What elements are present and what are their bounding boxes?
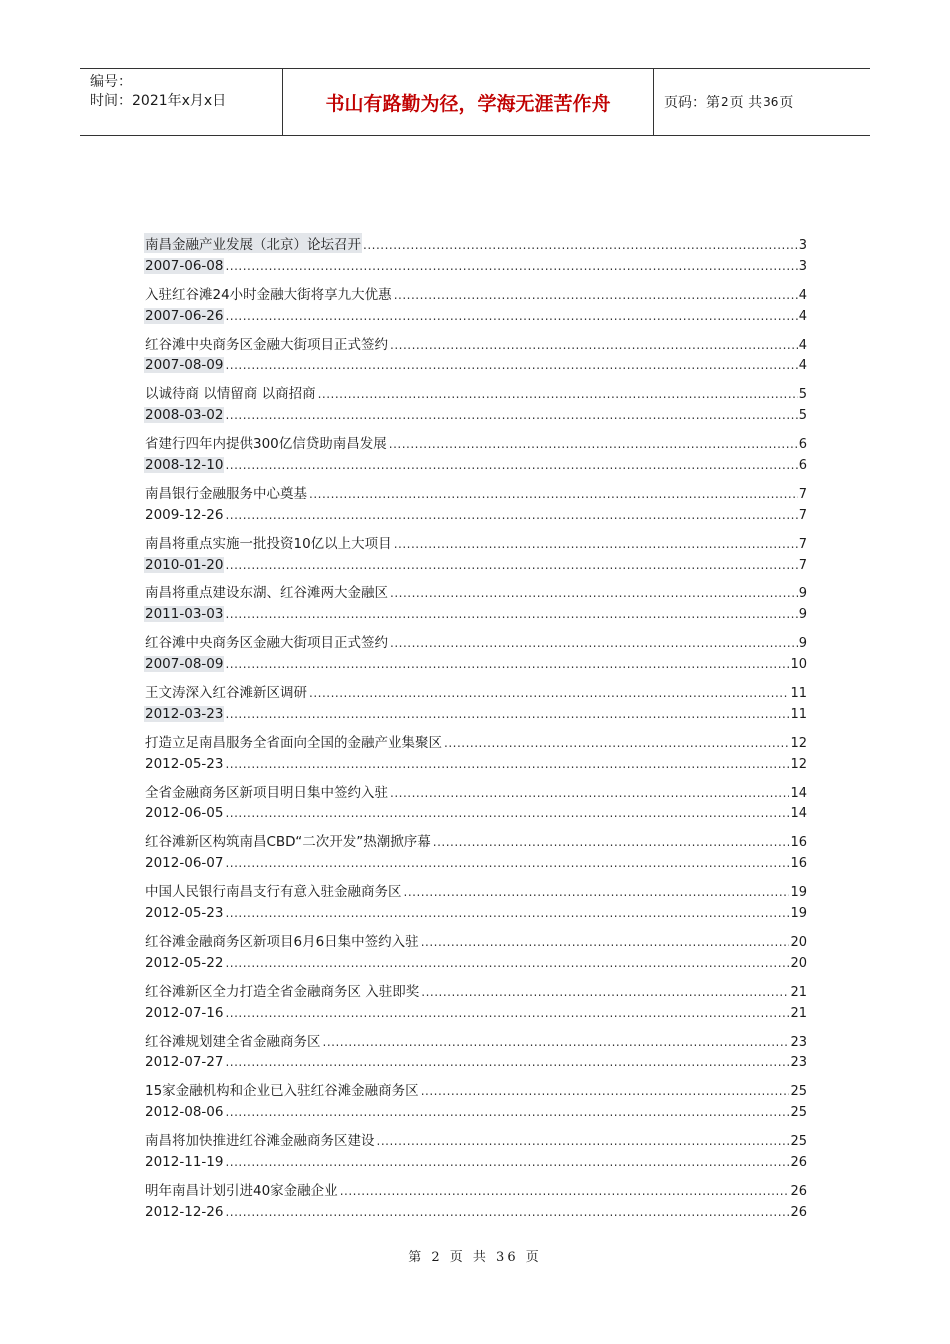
toc-entry-page: 16 bbox=[790, 856, 807, 872]
toc-entry[interactable] bbox=[144, 1005, 807, 1030]
toc-entry-title[interactable]: 南昌银行金融服务中心奠基 bbox=[145, 485, 307, 502]
toc-entry[interactable] bbox=[144, 507, 807, 532]
toc-entry[interactable] bbox=[144, 581, 807, 606]
toc-entry-title[interactable]: 红谷滩新区全力打造全省金融商务区 入驻即奖 bbox=[145, 983, 420, 1000]
toc-entry[interactable] bbox=[144, 233, 807, 258]
toc-leader-dots bbox=[390, 636, 798, 650]
toc-entry-title[interactable]: 2012-05-23 bbox=[145, 755, 224, 772]
toc-entry-page: 9 bbox=[798, 636, 807, 652]
toc-leader-dots bbox=[340, 1184, 790, 1198]
toc-entry[interactable] bbox=[144, 333, 807, 358]
toc-entry-page: 12 bbox=[790, 756, 807, 772]
toc-entry-page: 6 bbox=[798, 437, 807, 453]
toc-entry[interactable] bbox=[144, 1104, 807, 1129]
toc-leader-dots bbox=[225, 1055, 789, 1069]
toc-leader-dots bbox=[394, 537, 798, 551]
toc-entry[interactable] bbox=[144, 880, 807, 905]
header-meta bbox=[80, 69, 282, 135]
toc-entry[interactable] bbox=[144, 308, 807, 333]
toc-entry[interactable] bbox=[144, 1154, 807, 1179]
toc-leader-dots bbox=[389, 437, 798, 451]
toc-entry-title[interactable]: 2012-07-16 bbox=[145, 1004, 224, 1021]
toc-entry-title[interactable]: 2011-03-03 bbox=[145, 606, 224, 623]
toc-leader-dots bbox=[309, 686, 789, 700]
toc-entry-title[interactable]: 2008-03-02 bbox=[145, 407, 224, 424]
toc-entry-page: 16 bbox=[790, 835, 807, 851]
header-page-info bbox=[654, 69, 870, 135]
serial-number-label: 编号： bbox=[90, 74, 132, 90]
toc-entry-page: 23 bbox=[790, 1055, 807, 1071]
toc-leader-dots bbox=[225, 1205, 789, 1219]
toc-leader-dots bbox=[225, 1155, 789, 1169]
toc-entry[interactable] bbox=[144, 382, 807, 407]
toc-entry-page: 6 bbox=[798, 458, 807, 474]
toc-entry-title[interactable]: 王文涛深入红谷滩新区调研 bbox=[145, 685, 307, 702]
toc-entry-title[interactable]: 2007-08-09 bbox=[145, 357, 224, 374]
toc-entry[interactable] bbox=[144, 283, 807, 308]
toc-entry[interactable] bbox=[144, 955, 807, 980]
toc-entry-title[interactable]: 明年南昌计划引进40家金融企业 bbox=[145, 1182, 338, 1199]
toc-leader-dots bbox=[225, 856, 789, 870]
header-motto: 书山有路勤为径，学海无涯苦作舟 bbox=[282, 69, 654, 135]
toc-entry-page: 4 bbox=[798, 308, 807, 324]
page-label-suffix: 页 bbox=[779, 95, 794, 111]
toc-entry-title[interactable]: 2012-11-19 bbox=[145, 1153, 224, 1170]
toc-entry-title[interactable]: 2007-08-09 bbox=[145, 656, 224, 673]
toc-entry-title[interactable]: 2010-01-20 bbox=[145, 556, 224, 573]
toc-leader-dots bbox=[377, 1134, 790, 1148]
toc-leader-dots bbox=[394, 288, 798, 302]
toc-entry[interactable] bbox=[144, 1079, 807, 1104]
toc-entry-page: 19 bbox=[790, 906, 807, 922]
toc-entry-title[interactable]: 2007-06-26 bbox=[145, 307, 224, 324]
toc-entry[interactable] bbox=[144, 1204, 807, 1229]
toc-entry[interactable] bbox=[144, 1054, 807, 1079]
toc-entry-page: 14 bbox=[790, 806, 807, 822]
page-footer: 第 2 页 共 36 页 bbox=[408, 1250, 542, 1265]
toc-entry[interactable] bbox=[144, 855, 807, 880]
toc-entry-title[interactable]: 红谷滩规划建全省金融商务区 bbox=[145, 1033, 321, 1050]
toc-leader-dots bbox=[318, 387, 798, 401]
toc-leader-dots bbox=[225, 1105, 789, 1119]
toc-leader-dots bbox=[421, 935, 790, 949]
toc-entry[interactable] bbox=[144, 532, 807, 557]
page-label-mid: 页 共 bbox=[729, 95, 763, 111]
toc-leader-dots bbox=[390, 586, 798, 600]
toc-entry-title[interactable]: 全省金融商务区新项目明日集中签约入驻 bbox=[145, 784, 388, 801]
toc-leader-dots bbox=[404, 885, 790, 899]
toc-entry-title[interactable]: 南昌将重点建设东湖、红谷滩两大金融区 bbox=[145, 585, 388, 602]
page-header bbox=[80, 68, 870, 136]
toc-entry-title[interactable]: 2007-06-08 bbox=[145, 257, 224, 274]
toc-entry-title[interactable]: 2012-07-27 bbox=[145, 1054, 224, 1071]
toc-leader-dots bbox=[225, 607, 797, 621]
toc-entry[interactable] bbox=[144, 1030, 807, 1055]
toc-entry[interactable] bbox=[144, 905, 807, 930]
toc-entry-page: 4 bbox=[798, 287, 807, 303]
toc-entry-page: 12 bbox=[790, 735, 807, 751]
toc-entry-page: 21 bbox=[790, 1005, 807, 1021]
toc-entry[interactable] bbox=[144, 631, 807, 656]
toc-entry-title[interactable]: 红谷滩新区构筑南昌CBD“二次开发”热潮掀序幕 bbox=[145, 834, 431, 851]
toc-entry[interactable] bbox=[144, 656, 807, 681]
toc-entry-page: 23 bbox=[790, 1034, 807, 1050]
toc-entry[interactable] bbox=[144, 258, 807, 283]
toc-entry[interactable] bbox=[144, 805, 807, 830]
toc-entry-page: 25 bbox=[790, 1105, 807, 1121]
toc-leader-dots bbox=[225, 458, 797, 472]
toc-entry-page: 26 bbox=[790, 1154, 807, 1170]
toc-entry-page: 19 bbox=[790, 885, 807, 901]
toc-entry-page: 25 bbox=[790, 1134, 807, 1150]
toc-entry-page: 7 bbox=[798, 486, 807, 502]
toc-entry[interactable] bbox=[144, 930, 807, 955]
toc-entry[interactable] bbox=[144, 606, 807, 631]
toc-entry-title[interactable]: 2012-06-05 bbox=[145, 805, 224, 822]
page-total: 36 bbox=[763, 95, 779, 109]
toc-entry-title[interactable]: 中国人民银行南昌支行有意入驻金融商务区 bbox=[145, 884, 402, 901]
toc-leader-dots bbox=[433, 835, 790, 849]
toc-entry[interactable] bbox=[144, 830, 807, 855]
toc-leader-dots bbox=[225, 906, 789, 920]
toc-entry-page: 21 bbox=[790, 984, 807, 1000]
toc-entry-page: 3 bbox=[798, 238, 807, 253]
date-label: 时间：2021年x月x日 bbox=[90, 93, 227, 109]
toc-entry-title[interactable]: 2012-05-23 bbox=[145, 905, 224, 922]
toc-entry-title[interactable]: 打造立足南昌服务全省面向全国的金融产业集聚区 bbox=[145, 734, 442, 751]
toc-entry-title[interactable]: 2012-03-23 bbox=[145, 705, 224, 722]
toc-entry[interactable] bbox=[144, 1129, 807, 1154]
toc-entry-title[interactable]: 15家金融机构和企业已入驻红谷滩金融商务区 bbox=[145, 1083, 419, 1100]
toc-leader-dots bbox=[225, 757, 789, 771]
toc-leader-dots bbox=[421, 985, 789, 999]
toc-entry-title[interactable]: 红谷滩中央商务区金融大街项目正式签约 bbox=[145, 635, 388, 652]
toc-leader-dots bbox=[225, 259, 797, 273]
toc-entry[interactable] bbox=[144, 681, 807, 706]
toc-leader-dots bbox=[225, 408, 797, 422]
toc-entry-page: 11 bbox=[790, 686, 807, 702]
toc-entry-title[interactable]: 2008-12-10 bbox=[145, 457, 224, 474]
toc-entry-page: 7 bbox=[798, 557, 807, 573]
toc-leader-dots bbox=[225, 956, 789, 970]
toc-entry-page: 7 bbox=[798, 507, 807, 523]
toc-leader-dots bbox=[225, 508, 797, 522]
toc-entry-page: 14 bbox=[790, 785, 807, 801]
toc-entry[interactable] bbox=[144, 457, 807, 482]
toc-entry-title[interactable]: 红谷滩金融商务区新项目6月6日集中签约入驻 bbox=[145, 933, 419, 950]
toc-entry-title[interactable]: 以诚待商 以情留商 以商招商 bbox=[145, 386, 316, 403]
toc-leader-dots bbox=[323, 1035, 790, 1049]
toc-entry[interactable] bbox=[144, 432, 807, 457]
toc-leader-dots bbox=[225, 707, 789, 721]
toc-entry-page: 9 bbox=[798, 586, 807, 602]
toc-entry[interactable] bbox=[144, 482, 807, 507]
toc-entry[interactable] bbox=[144, 731, 807, 756]
toc-entry-page: 26 bbox=[790, 1204, 807, 1220]
toc-entry-page: 5 bbox=[798, 408, 807, 424]
toc-entry[interactable] bbox=[144, 781, 807, 806]
toc-entry-title[interactable]: 2012-05-22 bbox=[145, 954, 224, 971]
toc-leader-dots bbox=[444, 736, 789, 750]
toc-leader-dots bbox=[225, 358, 797, 372]
toc-leader-dots bbox=[225, 309, 797, 323]
toc-entry-title[interactable]: 南昌将加快推进红谷滩金融商务区建设 bbox=[145, 1133, 375, 1150]
toc-entry-title[interactable]: 2012-12-26 bbox=[145, 1203, 224, 1220]
toc-entry[interactable] bbox=[144, 756, 807, 781]
toc-entry-page: 7 bbox=[798, 536, 807, 552]
toc-entry[interactable] bbox=[144, 1179, 807, 1204]
toc-entry-page: 10 bbox=[790, 657, 807, 673]
toc-entry[interactable] bbox=[144, 407, 807, 432]
toc-leader-dots bbox=[225, 657, 789, 671]
toc-leader-dots bbox=[390, 786, 789, 800]
toc-leader-dots bbox=[225, 806, 789, 820]
toc-entry-page: 3 bbox=[798, 258, 807, 274]
toc-entry-title[interactable]: 2012-06-07 bbox=[145, 855, 224, 872]
table-of-contents bbox=[144, 233, 807, 1229]
toc-entry-title[interactable]: 2009-12-26 bbox=[145, 506, 224, 523]
toc-entry-page: 4 bbox=[798, 358, 807, 374]
toc-entry-title[interactable]: 南昌将重点实施一批投资10亿以上大项目 bbox=[145, 535, 392, 552]
toc-entry[interactable] bbox=[144, 357, 807, 382]
toc-entry-page: 5 bbox=[798, 387, 807, 403]
toc-leader-dots bbox=[421, 1084, 790, 1098]
toc-entry-title[interactable]: 入驻红谷滩24小时金融大街将享九大优惠 bbox=[145, 286, 392, 303]
toc-entry-page: 4 bbox=[798, 337, 807, 353]
toc-leader-dots bbox=[390, 338, 798, 352]
toc-leader-dots bbox=[309, 487, 798, 501]
toc-entry[interactable] bbox=[144, 706, 807, 731]
page-current: 2 bbox=[721, 95, 729, 109]
toc-entry-page: 26 bbox=[790, 1183, 807, 1199]
toc-leader-dots bbox=[363, 238, 798, 252]
toc-entry-page: 20 bbox=[790, 955, 807, 971]
toc-entry[interactable] bbox=[144, 980, 807, 1005]
toc-entry-title[interactable]: 南昌金融产业发展（北京）论坛召开 bbox=[144, 233, 362, 253]
page-label-prefix: 页码：第 bbox=[664, 95, 720, 111]
toc-entry-title[interactable]: 省建行四年内提供300亿信贷助南昌发展 bbox=[145, 436, 387, 453]
toc-leader-dots bbox=[225, 558, 797, 572]
toc-entry-page: 9 bbox=[798, 607, 807, 623]
toc-entry-page: 25 bbox=[790, 1084, 807, 1100]
toc-entry-title[interactable]: 红谷滩中央商务区金融大街项目正式签约 bbox=[145, 336, 388, 353]
toc-entry-page: 20 bbox=[790, 934, 807, 950]
toc-entry-title[interactable]: 2012-08-06 bbox=[145, 1104, 224, 1121]
toc-entry-page: 11 bbox=[790, 706, 807, 722]
toc-entry[interactable] bbox=[144, 557, 807, 582]
toc-leader-dots bbox=[225, 1006, 789, 1020]
